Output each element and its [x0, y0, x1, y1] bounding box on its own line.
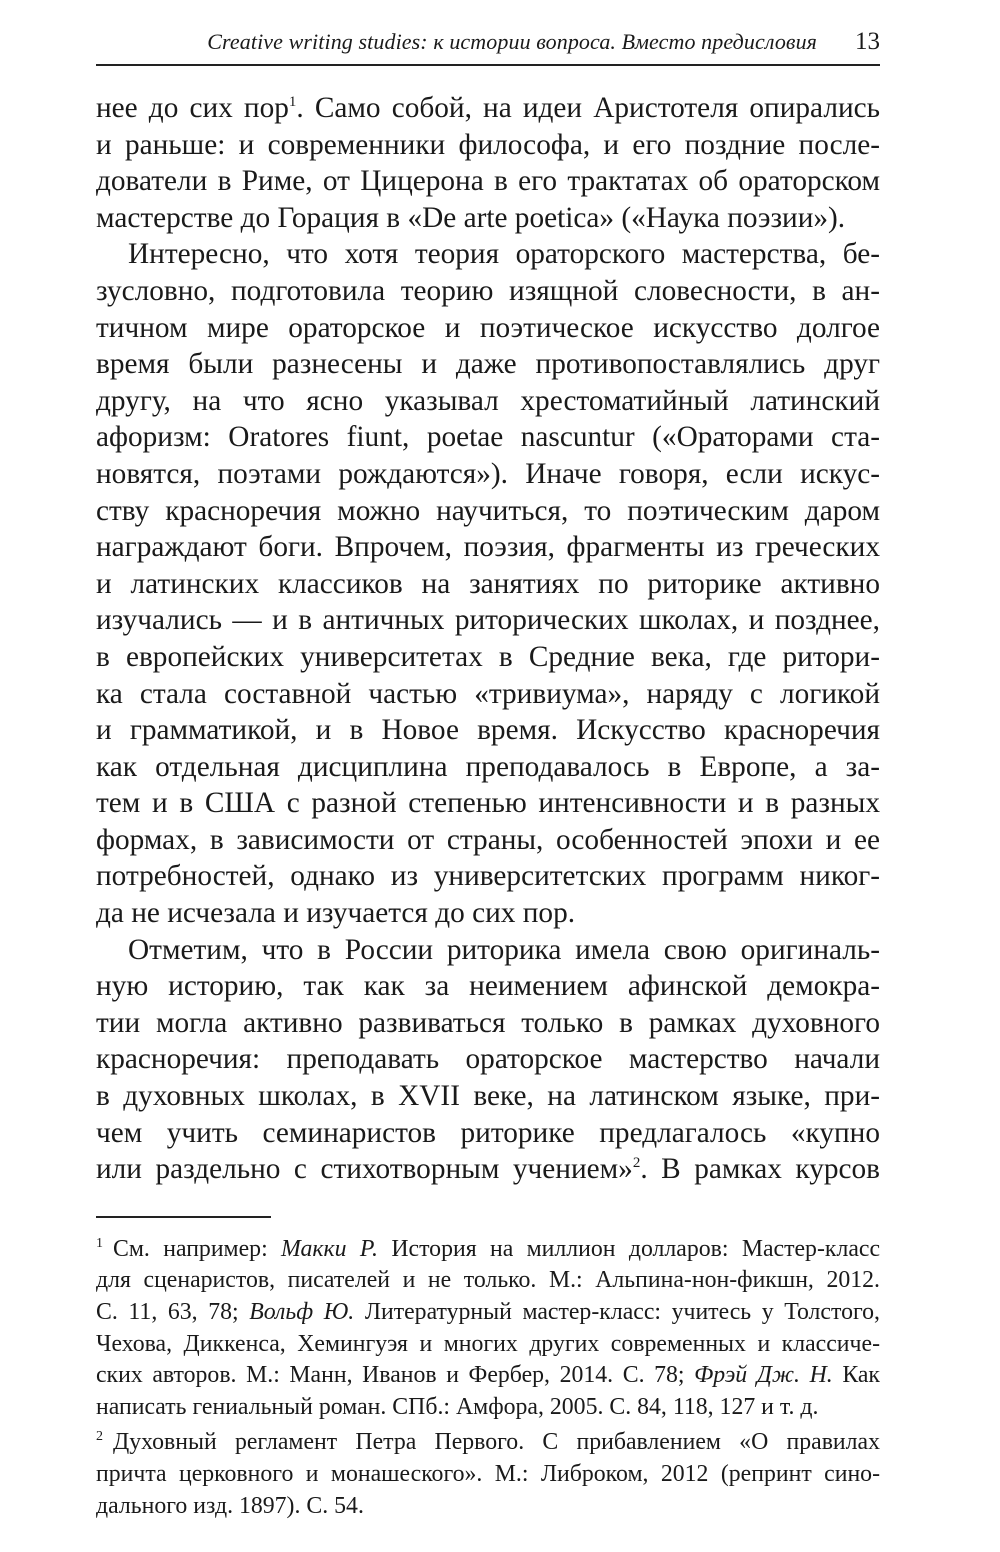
text-line: награждают боги. Впрочем, поэзия, фрагменты из греческих	[96, 531, 880, 564]
footnote-line: причта церковного и монашеского». М.: Либроком, 2012 (репринт сино-	[96, 1460, 880, 1487]
text-line: дователи в Риме, от Цицерона в его трактатах об ораторском	[96, 165, 880, 198]
text-line: новятся, поэтами рождаются»). Иначе говоря, если искус-	[96, 457, 880, 490]
text-fragment: нее до сих пор	[96, 92, 289, 124]
text-line: мастерстве до Горация в «De arte poetica» («Наука поэзии»).	[96, 201, 846, 234]
text-line: тии могла активно развиваться только в рамках духовного	[96, 1006, 880, 1039]
footnote-line: дального изд. 1897). С. 54.	[96, 1492, 364, 1519]
text-line: время были разнесены и даже противопоставлялись друг	[96, 348, 880, 381]
text-line: формах, в зависимости от страны, особенностей эпохи и ее	[96, 823, 880, 856]
running-title: Creative writing studies: к истории вопроса. Вместо предисловия	[207, 29, 817, 54]
text-line	[96, 90, 880, 127]
page-number: 13	[855, 28, 880, 55]
footnote-line	[96, 1360, 880, 1392]
footnote-line	[96, 1234, 880, 1266]
text-fragment: . В рамках курсов	[640, 1153, 880, 1186]
text-fragment: Как	[832, 1362, 880, 1389]
text-fragment: См. например:	[113, 1235, 282, 1262]
text-fragment: или раздельно с стихотворным учением»	[96, 1153, 633, 1186]
text-line: другу, на что ясно указывал хрестоматийный латинский	[96, 384, 880, 417]
running-head	[96, 28, 880, 66]
footnote-line: написать гениальный роман. СПб.: Амфора, 2005. С. 84, 118, 127 и т. д.	[96, 1393, 819, 1420]
text-line: ную историю, так как за неимением афинской демокра-	[96, 970, 880, 1003]
text-line	[96, 1151, 880, 1188]
text-fragment: . Само собой, на идеи Аристотеля опирались	[296, 92, 880, 124]
text-line: Отметим, что в России риторика имела свою оригиналь-	[128, 933, 880, 966]
paragraph-2	[96, 236, 880, 931]
author-name: Фрэй Дж. Н.	[694, 1362, 833, 1389]
text-line: красноречия: преподавать ораторское мастерство начали	[96, 1043, 880, 1076]
text-line: и раньше: и современники философа, и его поздние после-	[96, 128, 880, 161]
text-line: ству красноречия можно научиться, то поэтическим даром	[96, 494, 880, 527]
text-line: ка стала составной частью «тривиума», наряду с логикой	[96, 677, 880, 710]
text-fragment: ских авторов. М.: Манн, Иванов и Фербер, 2014. С. 78;	[96, 1362, 695, 1389]
text-line: и латинских классиков на занятиях по риторике активно	[96, 567, 880, 600]
footnote-line	[96, 1297, 880, 1329]
text-line: чем учить семинаристов риторике предлагалось «купно	[96, 1116, 880, 1149]
text-line: в европейских университетах в Средние века, где ритори-	[96, 640, 880, 673]
footnote-line	[96, 1427, 880, 1459]
text-line: да не исчезала и изучается до сих пор.	[96, 897, 576, 930]
footnote-mark: 2	[96, 1429, 103, 1445]
footnote-ref-2[interactable]: 2	[632, 1155, 641, 1172]
footnote-line: для сценаристов, писателей и не только. М.: Альпина-нон-фикшн, 2012.	[96, 1267, 880, 1294]
footnote-line: Чехова, Диккенса, Хемингуэя и многих других современных и классиче-	[96, 1330, 880, 1357]
paragraph-3	[96, 932, 880, 1188]
text-line: потребностей, однако из университетских программ никог-	[96, 860, 880, 893]
text-line: как отдельная дисциплина преподавалось в Европе, а за-	[96, 750, 880, 783]
text-line: тичном мире ораторское и поэтическое искусство долгое	[96, 311, 880, 344]
text-line: изучались — и в античных риторических школах, и позднее,	[96, 604, 880, 637]
body-text	[96, 90, 880, 1188]
paragraph-1	[96, 90, 880, 236]
author-name: Вольф Ю.	[249, 1299, 355, 1325]
text-fragment: С. 11, 63, 78;	[96, 1299, 250, 1325]
text-fragment: История на миллион долларов: Мастер-класс	[378, 1235, 881, 1262]
text-line: афоризм: Oratores fiunt, poetae nascuntur («Ораторами ста-	[96, 421, 880, 454]
footnote-ref-1[interactable]: 1	[288, 94, 297, 111]
text-line: тем и в США с разной степенью интенсивности и в разных	[96, 787, 880, 820]
text-line: в духовных школах, в XVII веке, на латинском языке, при-	[96, 1080, 880, 1113]
footnote-2	[96, 1427, 880, 1522]
text-line: и грамматикой, и в Новое время. Искусство красноречия	[96, 714, 880, 747]
author-name: Макки Р.	[281, 1235, 379, 1262]
footnotes	[96, 1234, 880, 1522]
text-line: зусловно, подготовила теорию изящной словесности, в ан-	[96, 274, 880, 307]
text-fragment: Духовный регламент Петра Первого. С прибавлением «О правилах	[113, 1429, 880, 1456]
book-page	[96, 28, 880, 1526]
footnote-divider	[96, 1216, 271, 1218]
footnote-mark: 1	[96, 1235, 103, 1251]
text-fragment: Литературный мастер-класс: учитесь у Толстого,	[354, 1299, 880, 1325]
text-line: Интересно, что хотя теория ораторского мастерства, бе-	[128, 238, 880, 271]
footnote-1	[96, 1234, 880, 1424]
